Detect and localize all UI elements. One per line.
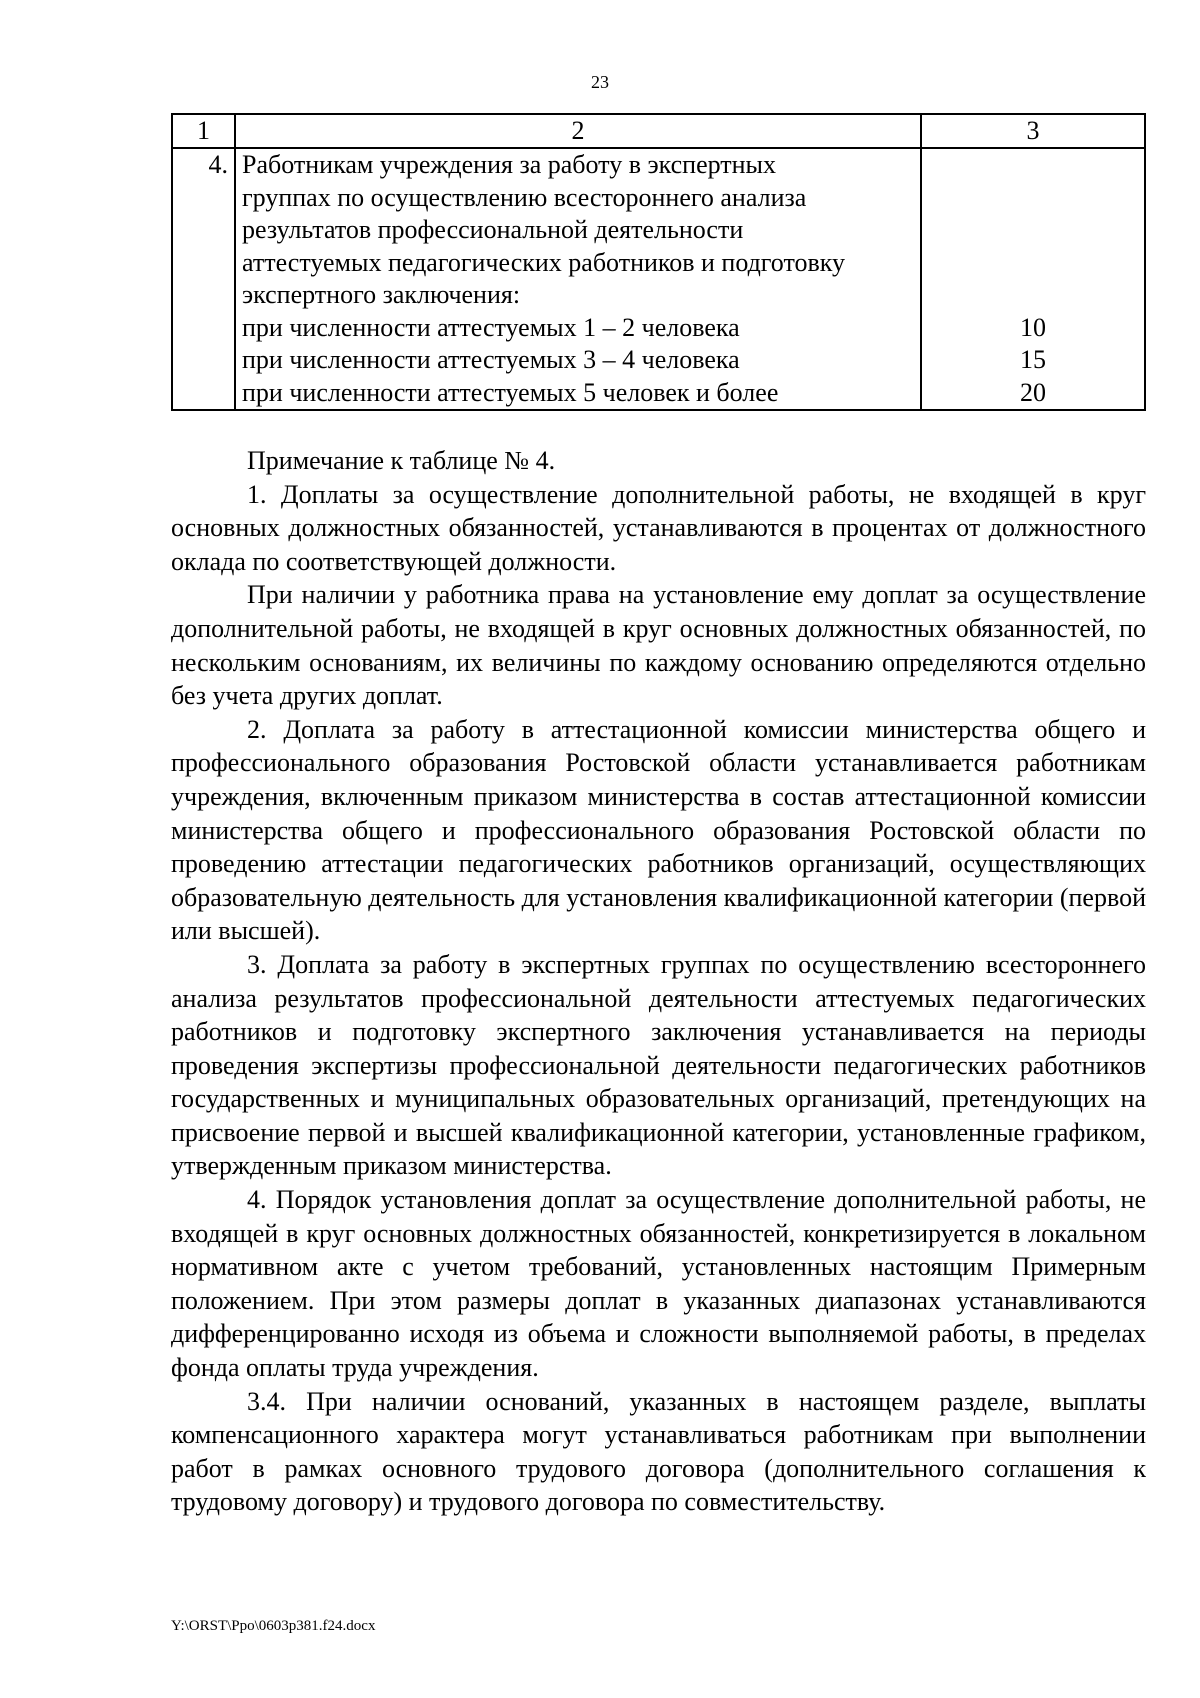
description-line: при численности аттестуемых 5 человек и более: [242, 377, 779, 407]
description-line: при численности аттестуемых 1 – 2 человека: [242, 312, 740, 342]
table-notes: [171, 444, 1146, 1519]
description-line: группах по осуществлению всестороннего анализа: [242, 182, 807, 212]
allowance-table: [171, 113, 1146, 411]
value-line: [922, 149, 1144, 182]
note-paragraph: 2. Доплата за работу в аттестационной комиссии министерства общего и профессионального образования Ростовской области устанавливается работникам учреждения, включенным приказом министерства в состав аттестационной комиссии министерства общего и профессионального образования Ростовской области по проведению аттестации педагогических работников организаций, осуществляющих образовательную деятельность для установления квалификационной категории (первой или высшей).: [171, 714, 1146, 946]
note-paragraph: 1. Доплаты за осуществление дополнительной работы, не входящей в круг основных должностных обязанностей, устанавливаются в процентах от должностного оклада по соответствующей должности.: [171, 479, 1146, 576]
value-line: 15: [1020, 345, 1046, 374]
row-number: 4.: [172, 148, 235, 410]
row-description: [235, 148, 921, 410]
notes-title: Примечание к таблице № 4.: [247, 446, 556, 475]
note-paragraph: При наличии у работника права на установление ему доплат за осуществление дополнительной работы, не входящей в круг основных должностных обязанностей, по нескольким основаниям, их величины по каждому основанию определяются отдельно без учета других доплат.: [171, 580, 1146, 711]
description-line: экспертного заключения:: [242, 280, 521, 309]
header-cell-1: 1: [172, 114, 235, 148]
header-cell-3: 3: [921, 114, 1145, 148]
section-paragraph: 3.4. При наличии оснований, указанных в настоящем разделе, выплаты компенсационного характера могут устанавливаться работникам при выполнении работ в рамках основного трудового договора (дополнительного соглашения к трудовому договору) и трудового договора по совместительству.: [171, 1386, 1146, 1517]
header-cell-2: 2: [235, 114, 921, 148]
file-path-footer: Y:\ORST\Ppo\0603p381.f24.docx: [171, 1618, 376, 1634]
description-line: Работникам учреждения за работу в экспертных: [242, 150, 777, 179]
description-line: при численности аттестуемых 3 – 4 человека: [242, 345, 740, 374]
value-line: [922, 182, 1144, 215]
page-number: 23: [591, 72, 609, 92]
description-line: аттестуемых педагогических работников и подготовку: [242, 247, 846, 277]
value-line: [922, 214, 1144, 247]
description-line: результатов профессиональной деятельности: [242, 215, 744, 244]
note-paragraph: 4. Порядок установления доплат за осуществление дополнительной работы, не входящей в круг основных должностных обязанностей, конкретизируется в локальном нормативном акте с учетом требований, установленных настоящим Примерным положением. При этом размеры доплат в указанных диапазонах устанавливаются дифференцированно исходя из объема и сложности выполняемой работы, в пределах фонда оплаты труда учреждения.: [171, 1185, 1146, 1383]
table-header-row: [172, 114, 1145, 148]
value-line: 20: [1020, 377, 1046, 407]
value-line: 10: [1020, 312, 1046, 342]
note-paragraph: 3. Доплата за работу в экспертных группах по осуществлению всестороннего анализа результатов профессиональной деятельности аттестуемых педагогических работников и подготовку экспертного заключения устанавливается на периоды проведения экспертизы профессиональной деятельности педагогических работников государственных и муниципальных образовательных организаций, претендующих на присвоение первой и высшей квалификационной категории, установленные графиком, утвержденным приказом министерства.: [171, 949, 1146, 1181]
table-row: [172, 148, 1145, 410]
value-line: [922, 247, 1144, 280]
row-values: [921, 148, 1145, 410]
value-line: [922, 279, 1144, 312]
